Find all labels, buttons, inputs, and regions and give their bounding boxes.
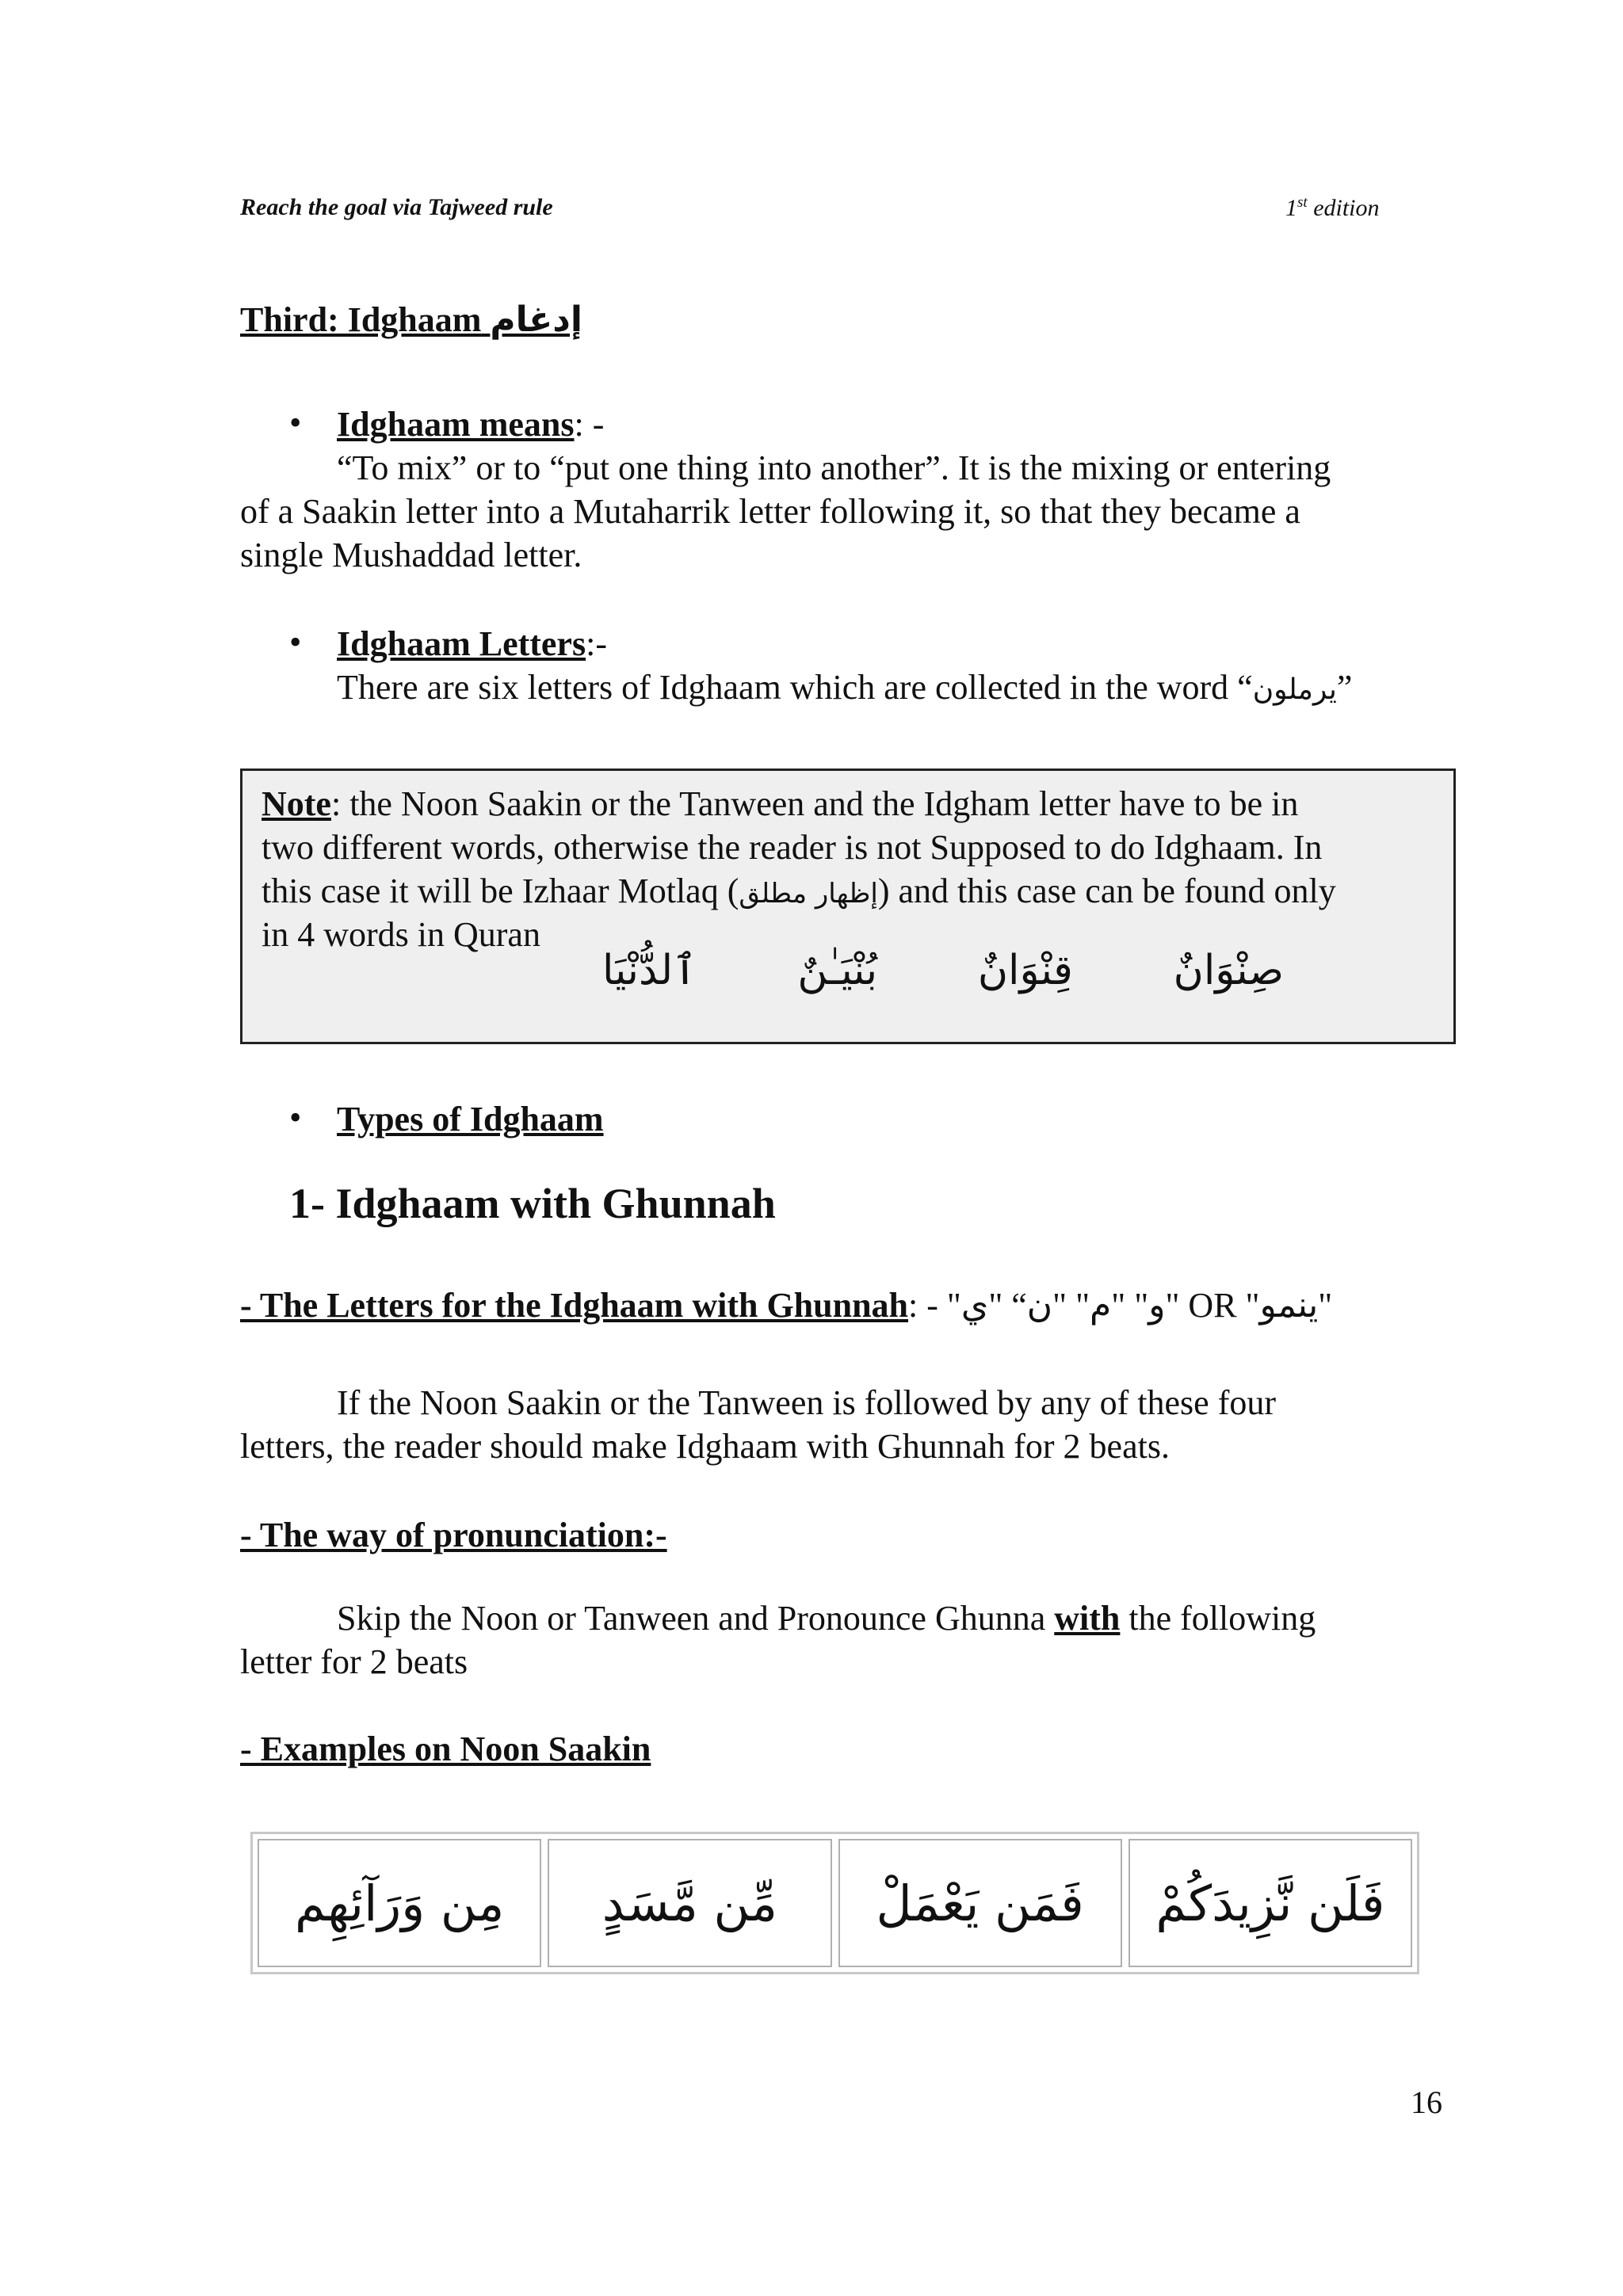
example-cell: مِن وَرَآئِهِم — [258, 1839, 541, 1967]
section-title-label: Third: Idghaam — [240, 300, 482, 339]
ghunnah-letters-line — [240, 1283, 1332, 1327]
note-word: قِنْوَانٌ — [977, 947, 1073, 994]
meaning-line-2: of a Saakin letter into a Mutaharrik letter following it, so that they became a — [240, 492, 1300, 531]
example-cell: فَلَن نَّزِيدَكُمْ — [1128, 1839, 1412, 1967]
meaning-heading-suffix: : - — [574, 405, 605, 444]
examples-table — [250, 1832, 1419, 1974]
letters-word-arabic: يرملون — [1252, 673, 1337, 706]
ghunnah-letters-list: : - "و" "م" "ن“ "ي" OR "ينمو" — [908, 1286, 1333, 1325]
letters-close-quote: ” — [1336, 668, 1353, 707]
note-quran-words — [602, 947, 1284, 994]
bullet-icon: • — [289, 1098, 302, 1137]
note-line-3-b: ) and this case can be found only — [877, 871, 1336, 910]
note-line-1-text: : the Noon Saakin or the Tanween and the Idgham letter have to be in — [330, 784, 1299, 823]
types-heading — [337, 1097, 604, 1141]
meaning-heading: Idghaam means — [337, 405, 575, 444]
ghunnah-title: 1- Idghaam with Ghunnah — [289, 1180, 776, 1227]
letters-heading-suffix: :- — [586, 624, 607, 663]
edition-superscript: st — [1297, 194, 1308, 211]
note-line-1 — [262, 782, 1298, 826]
ghunnah-para-line-2: letters, the reader should make Idghaam with Ghunnah for 2 beats. — [240, 1427, 1170, 1466]
examples-heading-text: - Examples on Noon Saakin — [240, 1730, 651, 1768]
way-line-1 — [337, 1596, 1316, 1640]
note-word: ٱلدُّنْيَا — [602, 947, 697, 994]
running-header-title: Reach the goal via Tajweed rule — [240, 194, 553, 220]
note-line-3-arabic: إظهار مطلق — [739, 878, 878, 910]
way-line-1-b: the following — [1120, 1599, 1316, 1638]
edition-word: edition — [1313, 195, 1380, 221]
edition-number: 1 — [1285, 195, 1297, 221]
ghunnah-letters-heading: - The Letters for the Idghaam with Ghunnah — [240, 1286, 909, 1325]
note-line-2: two different words, otherwise the reader is not Supposed to do Idghaam. In — [262, 828, 1323, 867]
letters-text-main: There are six letters of Idghaam which are collected in the word “ — [337, 668, 1253, 707]
example-cell: مِّن مَّسَدٍ — [548, 1839, 831, 1967]
types-heading-text: Types of Idghaam — [337, 1100, 604, 1138]
note-line-3 — [262, 869, 1336, 916]
meaning-line-1: “To mix” or to “put one thing into another”. It is the mixing or entering — [337, 448, 1331, 487]
ghunnah-para-line-1: If the Noon Saakin or the Tanween is followed by any of these four — [337, 1383, 1277, 1422]
bullet-icon: • — [289, 403, 302, 442]
bullet-icon: • — [289, 623, 302, 662]
note-label: Note — [262, 784, 331, 823]
letters-heading-line — [337, 622, 607, 666]
meaning-heading-line — [337, 402, 604, 446]
page-number: 16 — [1411, 2084, 1442, 2120]
way-line-1-a: Skip the Noon or Tanween and Pronounce Ghunna — [337, 1599, 1055, 1638]
way-line-2: letter for 2 beats — [240, 1642, 468, 1681]
letters-text — [337, 666, 1352, 711]
meaning-line-3: single Mushaddad letter. — [240, 536, 582, 574]
letters-heading: Idghaam Letters — [337, 624, 586, 663]
note-word: بُنْيَـٰنٌ — [797, 947, 878, 994]
way-line-1-bold: with — [1054, 1599, 1121, 1638]
note-line-4: in 4 words in Quran — [262, 915, 540, 954]
examples-heading — [240, 1727, 651, 1771]
note-word: صِنْوَانٌ — [1173, 947, 1284, 994]
way-heading-text: - The way of pronunciation:- — [240, 1516, 667, 1554]
example-cell: فَمَن يَعْمَلْ — [838, 1839, 1122, 1967]
section-title-arabic: إدغام — [490, 299, 582, 340]
section-title — [240, 299, 582, 340]
note-line-3-a: this case it will be Izhaar Motlaq ( — [262, 871, 739, 910]
way-heading — [240, 1513, 667, 1557]
running-header-edition — [1285, 194, 1380, 222]
